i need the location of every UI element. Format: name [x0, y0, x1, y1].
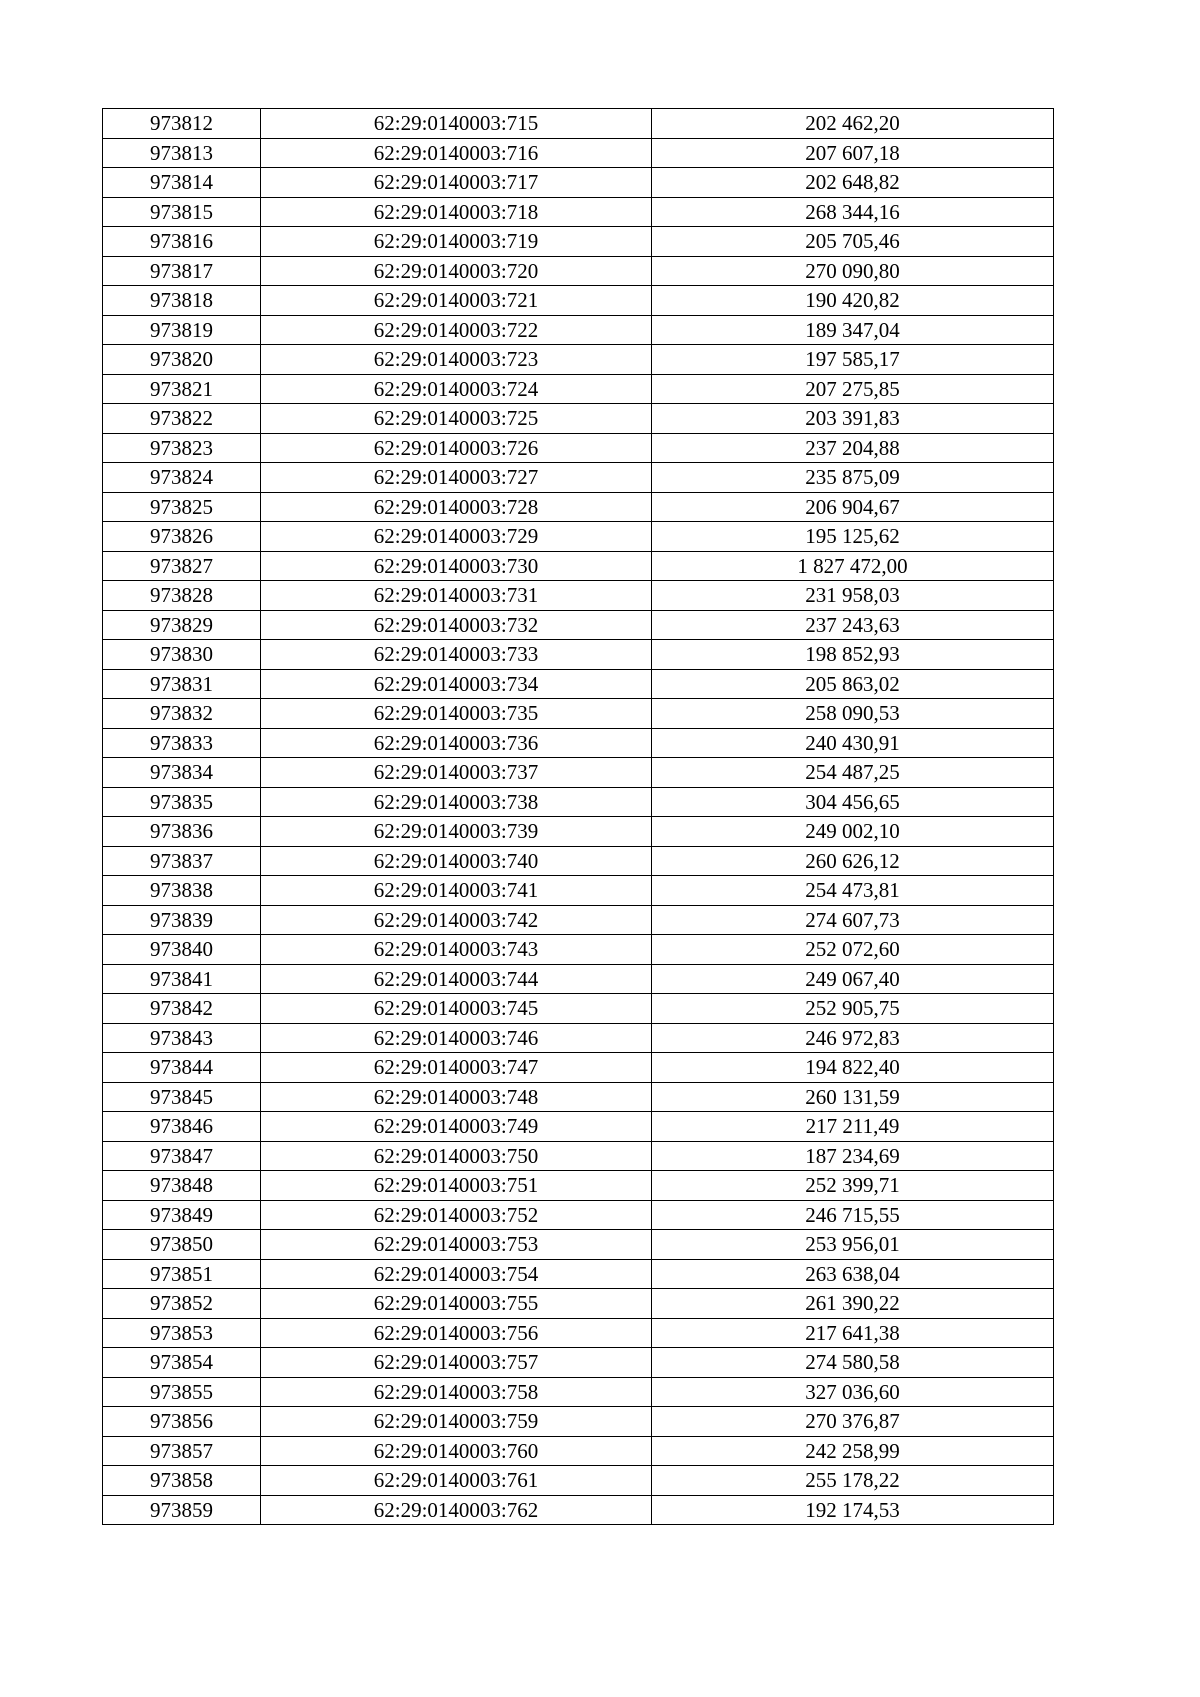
value-cell: 268 344,16 [652, 197, 1054, 227]
value-cell: 327 036,60 [652, 1377, 1054, 1407]
cadastral-number-cell: 62:29:0140003:721 [261, 286, 652, 316]
record-number-cell: 973836 [103, 817, 261, 847]
table-row [103, 640, 1054, 670]
cadastral-number-cell: 62:29:0140003:719 [261, 227, 652, 257]
record-number-cell: 973851 [103, 1259, 261, 1289]
record-number-cell: 973835 [103, 787, 261, 817]
value-cell: 202 462,20 [652, 109, 1054, 139]
cadastral-number-cell: 62:29:0140003:734 [261, 669, 652, 699]
value-cell: 249 067,40 [652, 964, 1054, 994]
record-number-cell: 973859 [103, 1495, 261, 1525]
cadastral-number-cell: 62:29:0140003:730 [261, 551, 652, 581]
value-cell: 206 904,67 [652, 492, 1054, 522]
record-number-cell: 973822 [103, 404, 261, 434]
table-row [103, 345, 1054, 375]
cadastral-number-cell: 62:29:0140003:715 [261, 109, 652, 139]
value-cell: 260 131,59 [652, 1082, 1054, 1112]
record-number-cell: 973839 [103, 905, 261, 935]
record-number-cell: 973834 [103, 758, 261, 788]
cadastral-number-cell: 62:29:0140003:754 [261, 1259, 652, 1289]
record-number-cell: 973819 [103, 315, 261, 345]
record-number-cell: 973823 [103, 433, 261, 463]
record-number-cell: 973855 [103, 1377, 261, 1407]
cadastral-number-cell: 62:29:0140003:722 [261, 315, 652, 345]
value-cell: 203 391,83 [652, 404, 1054, 434]
record-number-cell: 973845 [103, 1082, 261, 1112]
table-row [103, 522, 1054, 552]
table-row [103, 581, 1054, 611]
table-row [103, 1407, 1054, 1437]
cadastral-number-cell: 62:29:0140003:752 [261, 1200, 652, 1230]
cadastral-number-cell: 62:29:0140003:755 [261, 1289, 652, 1319]
cadastral-number-cell: 62:29:0140003:718 [261, 197, 652, 227]
value-cell: 270 090,80 [652, 256, 1054, 286]
table-row [103, 728, 1054, 758]
value-cell: 246 715,55 [652, 1200, 1054, 1230]
value-cell: 205 863,02 [652, 669, 1054, 699]
value-cell: 254 473,81 [652, 876, 1054, 906]
table-row [103, 787, 1054, 817]
record-number-cell: 973858 [103, 1466, 261, 1496]
cadastral-number-cell: 62:29:0140003:761 [261, 1466, 652, 1496]
value-cell: 246 972,83 [652, 1023, 1054, 1053]
value-cell: 263 638,04 [652, 1259, 1054, 1289]
table-row [103, 1495, 1054, 1525]
record-number-cell: 973820 [103, 345, 261, 375]
cadastral-number-cell: 62:29:0140003:741 [261, 876, 652, 906]
value-cell: 189 347,04 [652, 315, 1054, 345]
record-number-cell: 973846 [103, 1112, 261, 1142]
table-row [103, 197, 1054, 227]
value-cell: 207 275,85 [652, 374, 1054, 404]
value-cell: 258 090,53 [652, 699, 1054, 729]
table-row [103, 404, 1054, 434]
cadastral-number-cell: 62:29:0140003:762 [261, 1495, 652, 1525]
record-number-cell: 973840 [103, 935, 261, 965]
cadastral-number-cell: 62:29:0140003:739 [261, 817, 652, 847]
record-number-cell: 973844 [103, 1053, 261, 1083]
value-cell: 235 875,09 [652, 463, 1054, 493]
table-row [103, 1377, 1054, 1407]
table-row [103, 817, 1054, 847]
cadastral-number-cell: 62:29:0140003:716 [261, 138, 652, 168]
registry-table-body [103, 109, 1054, 1525]
record-number-cell: 973837 [103, 846, 261, 876]
record-number-cell: 973832 [103, 699, 261, 729]
cadastral-number-cell: 62:29:0140003:737 [261, 758, 652, 788]
record-number-cell: 973838 [103, 876, 261, 906]
table-row [103, 463, 1054, 493]
record-number-cell: 973816 [103, 227, 261, 257]
value-cell: 195 125,62 [652, 522, 1054, 552]
table-row [103, 846, 1054, 876]
cadastral-number-cell: 62:29:0140003:753 [261, 1230, 652, 1260]
value-cell: 260 626,12 [652, 846, 1054, 876]
table-row [103, 1023, 1054, 1053]
cadastral-number-cell: 62:29:0140003:717 [261, 168, 652, 198]
value-cell: 249 002,10 [652, 817, 1054, 847]
table-row [103, 935, 1054, 965]
table-row [103, 168, 1054, 198]
cadastral-number-cell: 62:29:0140003:728 [261, 492, 652, 522]
record-number-cell: 973854 [103, 1348, 261, 1378]
value-cell: 202 648,82 [652, 168, 1054, 198]
table-row [103, 1348, 1054, 1378]
table-row [103, 669, 1054, 699]
cadastral-number-cell: 62:29:0140003:744 [261, 964, 652, 994]
value-cell: 237 204,88 [652, 433, 1054, 463]
table-row [103, 1200, 1054, 1230]
value-cell: 252 072,60 [652, 935, 1054, 965]
record-number-cell: 973849 [103, 1200, 261, 1230]
table-row [103, 433, 1054, 463]
record-number-cell: 973829 [103, 610, 261, 640]
table-row [103, 994, 1054, 1024]
value-cell: 217 211,49 [652, 1112, 1054, 1142]
value-cell: 231 958,03 [652, 581, 1054, 611]
value-cell: 217 641,38 [652, 1318, 1054, 1348]
table-row [103, 286, 1054, 316]
table-row [103, 1112, 1054, 1142]
cadastral-number-cell: 62:29:0140003:746 [261, 1023, 652, 1053]
table-row [103, 1053, 1054, 1083]
cadastral-number-cell: 62:29:0140003:723 [261, 345, 652, 375]
record-number-cell: 973841 [103, 964, 261, 994]
record-number-cell: 973830 [103, 640, 261, 670]
cadastral-number-cell: 62:29:0140003:750 [261, 1141, 652, 1171]
cadastral-number-cell: 62:29:0140003:735 [261, 699, 652, 729]
cadastral-number-cell: 62:29:0140003:747 [261, 1053, 652, 1083]
value-cell: 207 607,18 [652, 138, 1054, 168]
table-row [103, 374, 1054, 404]
record-number-cell: 973825 [103, 492, 261, 522]
record-number-cell: 973856 [103, 1407, 261, 1437]
cadastral-number-cell: 62:29:0140003:727 [261, 463, 652, 493]
record-number-cell: 973833 [103, 728, 261, 758]
cadastral-number-cell: 62:29:0140003:759 [261, 1407, 652, 1437]
table-row [103, 315, 1054, 345]
value-cell: 254 487,25 [652, 758, 1054, 788]
table-row [103, 1436, 1054, 1466]
record-number-cell: 973850 [103, 1230, 261, 1260]
table-row [103, 138, 1054, 168]
cadastral-number-cell: 62:29:0140003:757 [261, 1348, 652, 1378]
table-row [103, 109, 1054, 139]
cadastral-number-cell: 62:29:0140003:736 [261, 728, 652, 758]
record-number-cell: 973843 [103, 1023, 261, 1053]
cadastral-number-cell: 62:29:0140003:742 [261, 905, 652, 935]
record-number-cell: 973813 [103, 138, 261, 168]
table-row [103, 227, 1054, 257]
record-number-cell: 973857 [103, 1436, 261, 1466]
table-row [103, 964, 1054, 994]
record-number-cell: 973824 [103, 463, 261, 493]
table-row [103, 492, 1054, 522]
cadastral-number-cell: 62:29:0140003:749 [261, 1112, 652, 1142]
value-cell: 242 258,99 [652, 1436, 1054, 1466]
table-row [103, 1082, 1054, 1112]
value-cell: 237 243,63 [652, 610, 1054, 640]
value-cell: 205 705,46 [652, 227, 1054, 257]
record-number-cell: 973831 [103, 669, 261, 699]
cadastral-number-cell: 62:29:0140003:726 [261, 433, 652, 463]
record-number-cell: 973812 [103, 109, 261, 139]
record-number-cell: 973848 [103, 1171, 261, 1201]
cadastral-number-cell: 62:29:0140003:748 [261, 1082, 652, 1112]
record-number-cell: 973826 [103, 522, 261, 552]
value-cell: 255 178,22 [652, 1466, 1054, 1496]
table-row [103, 876, 1054, 906]
value-cell: 253 956,01 [652, 1230, 1054, 1260]
value-cell: 274 607,73 [652, 905, 1054, 935]
cadastral-number-cell: 62:29:0140003:732 [261, 610, 652, 640]
value-cell: 274 580,58 [652, 1348, 1054, 1378]
table-row [103, 1230, 1054, 1260]
value-cell: 1 827 472,00 [652, 551, 1054, 581]
value-cell: 197 585,17 [652, 345, 1054, 375]
value-cell: 194 822,40 [652, 1053, 1054, 1083]
value-cell: 190 420,82 [652, 286, 1054, 316]
table-row [103, 551, 1054, 581]
value-cell: 240 430,91 [652, 728, 1054, 758]
record-number-cell: 973828 [103, 581, 261, 611]
table-row [103, 1289, 1054, 1319]
table-row [103, 905, 1054, 935]
cadastral-number-cell: 62:29:0140003:731 [261, 581, 652, 611]
value-cell: 252 399,71 [652, 1171, 1054, 1201]
record-number-cell: 973853 [103, 1318, 261, 1348]
cadastral-number-cell: 62:29:0140003:758 [261, 1377, 652, 1407]
table-row [103, 1466, 1054, 1496]
cadastral-number-cell: 62:29:0140003:725 [261, 404, 652, 434]
record-number-cell: 973852 [103, 1289, 261, 1319]
cadastral-number-cell: 62:29:0140003:760 [261, 1436, 652, 1466]
cadastral-number-cell: 62:29:0140003:751 [261, 1171, 652, 1201]
value-cell: 261 390,22 [652, 1289, 1054, 1319]
table-row [103, 610, 1054, 640]
record-number-cell: 973814 [103, 168, 261, 198]
table-row [103, 1141, 1054, 1171]
record-number-cell: 973818 [103, 286, 261, 316]
table-row [103, 699, 1054, 729]
registry-table [102, 108, 1054, 1525]
value-cell: 192 174,53 [652, 1495, 1054, 1525]
record-number-cell: 973847 [103, 1141, 261, 1171]
table-row [103, 256, 1054, 286]
cadastral-number-cell: 62:29:0140003:743 [261, 935, 652, 965]
record-number-cell: 973827 [103, 551, 261, 581]
record-number-cell: 973817 [103, 256, 261, 286]
record-number-cell: 973821 [103, 374, 261, 404]
cadastral-number-cell: 62:29:0140003:733 [261, 640, 652, 670]
cadastral-number-cell: 62:29:0140003:756 [261, 1318, 652, 1348]
cadastral-number-cell: 62:29:0140003:745 [261, 994, 652, 1024]
cadastral-number-cell: 62:29:0140003:720 [261, 256, 652, 286]
value-cell: 270 376,87 [652, 1407, 1054, 1437]
value-cell: 187 234,69 [652, 1141, 1054, 1171]
record-number-cell: 973842 [103, 994, 261, 1024]
table-row [103, 1318, 1054, 1348]
cadastral-number-cell: 62:29:0140003:724 [261, 374, 652, 404]
value-cell: 198 852,93 [652, 640, 1054, 670]
cadastral-number-cell: 62:29:0140003:729 [261, 522, 652, 552]
table-row [103, 758, 1054, 788]
table-row [103, 1259, 1054, 1289]
table-row [103, 1171, 1054, 1201]
record-number-cell: 973815 [103, 197, 261, 227]
value-cell: 304 456,65 [652, 787, 1054, 817]
value-cell: 252 905,75 [652, 994, 1054, 1024]
cadastral-number-cell: 62:29:0140003:740 [261, 846, 652, 876]
cadastral-number-cell: 62:29:0140003:738 [261, 787, 652, 817]
